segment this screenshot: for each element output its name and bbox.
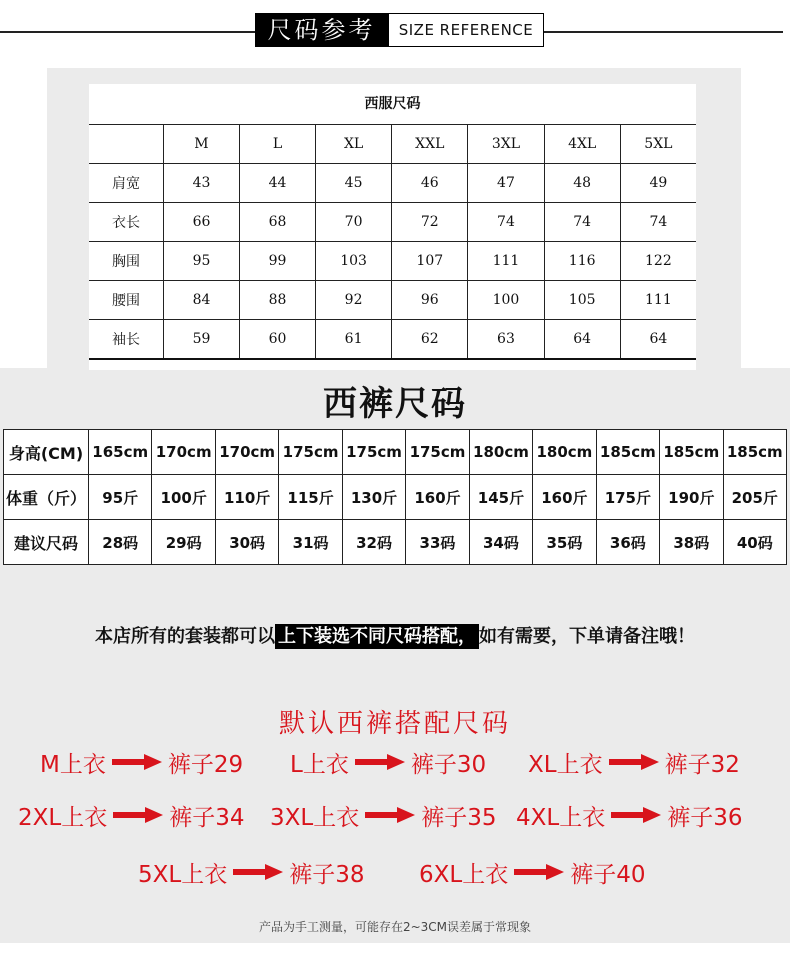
pants-cell: 180cm	[533, 430, 596, 475]
notice-text-after: 如有需要，下单请备注哦！	[479, 626, 695, 647]
notice-highlight: 上下装选不同尺码搭配，	[275, 624, 479, 649]
suit-header-cell: XL	[316, 125, 392, 164]
right-arrow-icon	[514, 860, 564, 886]
pants-cell: 185cm	[660, 430, 723, 475]
match-pants-size: 裤子32	[664, 752, 740, 778]
suit-header-row	[89, 125, 696, 164]
match-pants-size: 裤子34	[169, 805, 245, 831]
pants-size-table	[3, 429, 787, 565]
suit-cell: 111	[468, 242, 544, 281]
suit-table-row	[89, 281, 696, 320]
suit-table-title: 西服尺码	[364, 96, 421, 112]
pants-row-label: 身高(CM)	[4, 430, 89, 475]
match-top-size: XL上衣	[528, 752, 603, 778]
pants-cell: 145斤	[469, 475, 532, 520]
header-title-cn: 尺码参考	[255, 13, 388, 47]
suit-row-label: 衣长	[89, 203, 163, 242]
suit-cell: 43	[163, 164, 239, 203]
match-top-size: 3XL上衣	[270, 805, 360, 831]
match-pair	[528, 746, 740, 779]
pants-cell: 95斤	[89, 475, 152, 520]
pants-table-row	[4, 520, 787, 565]
pants-cell: 28码	[89, 520, 152, 565]
match-pants-size: 裤子30	[410, 752, 487, 778]
pants-cell: 170cm	[152, 430, 215, 475]
suit-header-cell: 4XL	[544, 125, 620, 164]
match-pair	[290, 746, 486, 779]
right-arrow-icon	[365, 803, 415, 829]
suit-header-cell: 3XL	[468, 125, 544, 164]
pants-cell: 100斤	[152, 475, 215, 520]
match-pair	[40, 746, 243, 779]
pants-cell: 33码	[406, 520, 469, 565]
match-pants-size: 裤子38	[289, 862, 365, 888]
suit-table-row	[89, 164, 696, 203]
match-pants-size: 裤子29	[167, 752, 244, 778]
suit-cell: 74	[544, 203, 620, 242]
suit-cell: 64	[544, 320, 620, 360]
suit-cell: 62	[392, 320, 468, 360]
suit-cell: 63	[468, 320, 544, 360]
match-top-size: 6XL上衣	[419, 862, 509, 888]
suit-cell: 48	[544, 164, 620, 203]
suit-cell: 92	[316, 281, 392, 320]
match-pair	[516, 799, 743, 832]
suit-cell: 107	[392, 242, 468, 281]
pants-cell: 160斤	[533, 475, 596, 520]
match-pair	[270, 799, 497, 832]
match-top-size: M上衣	[40, 752, 106, 778]
match-top-size: 4XL上衣	[516, 805, 606, 831]
pants-cell: 38码	[660, 520, 723, 565]
notice-text-before: 本店所有的套装都可以	[95, 626, 275, 647]
header-title-en: SIZE REFERENCE	[388, 13, 544, 47]
suit-row-label: 肩宽	[89, 164, 163, 203]
match-pair	[138, 856, 365, 889]
suit-table-row	[89, 242, 696, 281]
suit-cell: 116	[544, 242, 620, 281]
suit-cell: 74	[620, 203, 696, 242]
pants-cell: 31码	[279, 520, 342, 565]
suit-header-cell: XXL	[392, 125, 468, 164]
pants-cell: 175cm	[279, 430, 342, 475]
right-arrow-icon	[609, 750, 659, 776]
suit-cell: 72	[392, 203, 468, 242]
pants-cell: 160斤	[406, 475, 469, 520]
suit-cell: 70	[316, 203, 392, 242]
suit-row-label: 袖长	[89, 320, 163, 360]
suit-cell: 49	[620, 164, 696, 203]
suit-header-cell: M	[163, 125, 239, 164]
pants-cell: 32码	[342, 520, 405, 565]
suit-cell: 44	[239, 164, 315, 203]
pants-cell: 130斤	[342, 475, 405, 520]
suit-cell: 122	[620, 242, 696, 281]
pants-cell: 165cm	[89, 430, 152, 475]
pants-cell: 35码	[533, 520, 596, 565]
pants-table-row	[4, 430, 787, 475]
suit-cell: 88	[239, 281, 315, 320]
suit-cell: 68	[239, 203, 315, 242]
right-arrow-icon	[112, 750, 162, 776]
suit-cell: 105	[544, 281, 620, 320]
match-top-size: 5XL上衣	[138, 862, 228, 888]
pants-row-label: 体重（斤）	[4, 475, 89, 520]
right-arrow-icon	[611, 803, 661, 829]
match-pants-size: 裤子35	[421, 805, 497, 831]
suit-cell: 111	[620, 281, 696, 320]
pants-table-row	[4, 475, 787, 520]
suit-cell: 74	[468, 203, 544, 242]
pants-cell: 34码	[469, 520, 532, 565]
pants-cell: 40码	[723, 520, 786, 565]
suit-cell: 59	[163, 320, 239, 360]
suit-table-row	[89, 203, 696, 242]
pants-cell: 175斤	[596, 475, 659, 520]
pants-table-title: 西裤尺码	[323, 384, 467, 424]
right-arrow-icon	[113, 803, 163, 829]
match-pants-size: 裤子40	[570, 862, 646, 888]
suit-size-table	[89, 124, 696, 360]
right-arrow-icon	[233, 860, 283, 886]
suit-cell: 99	[239, 242, 315, 281]
match-pair	[18, 799, 245, 832]
suit-header-cell: L	[239, 125, 315, 164]
suit-cell: 61	[316, 320, 392, 360]
match-top-size: L上衣	[290, 752, 349, 778]
pants-cell: 115斤	[279, 475, 342, 520]
pants-cell: 175cm	[342, 430, 405, 475]
pants-cell: 110斤	[215, 475, 278, 520]
pants-cell: 205斤	[723, 475, 786, 520]
right-arrow-icon	[355, 750, 405, 776]
pants-cell: 190斤	[660, 475, 723, 520]
pants-row-label: 建议尺码	[4, 520, 89, 565]
suit-cell: 66	[163, 203, 239, 242]
default-match-title: 默认西裤搭配尺码	[278, 709, 511, 739]
pants-cell: 36码	[596, 520, 659, 565]
suit-cell: 100	[468, 281, 544, 320]
mix-match-notice	[0, 622, 790, 648]
suit-cell: 103	[316, 242, 392, 281]
suit-cell: 60	[239, 320, 315, 360]
suit-cell: 64	[620, 320, 696, 360]
match-top-size: 2XL上衣	[18, 805, 108, 831]
suit-row-label: 腰围	[89, 281, 163, 320]
header-line-left	[0, 31, 255, 33]
suit-header-cell: 5XL	[620, 125, 696, 164]
suit-row-label: 胸围	[89, 242, 163, 281]
pants-cell: 30码	[215, 520, 278, 565]
match-pants-size: 裤子36	[667, 805, 743, 831]
pants-cell: 29码	[152, 520, 215, 565]
suit-cell: 84	[163, 281, 239, 320]
pants-cell: 185cm	[723, 430, 786, 475]
match-pair	[419, 856, 646, 889]
suit-header-corner	[89, 125, 163, 164]
suit-cell: 46	[392, 164, 468, 203]
header-line-right	[543, 31, 783, 33]
suit-cell: 47	[468, 164, 544, 203]
pants-cell: 175cm	[406, 430, 469, 475]
pants-cell: 170cm	[215, 430, 278, 475]
suit-cell: 96	[392, 281, 468, 320]
suit-table-row	[89, 320, 696, 360]
pants-cell: 180cm	[469, 430, 532, 475]
measurement-footnote: 产品为手工测量，可能存在2~3CM误差属于常现象	[258, 920, 532, 934]
pants-cell: 185cm	[596, 430, 659, 475]
suit-cell: 95	[163, 242, 239, 281]
suit-cell: 45	[316, 164, 392, 203]
